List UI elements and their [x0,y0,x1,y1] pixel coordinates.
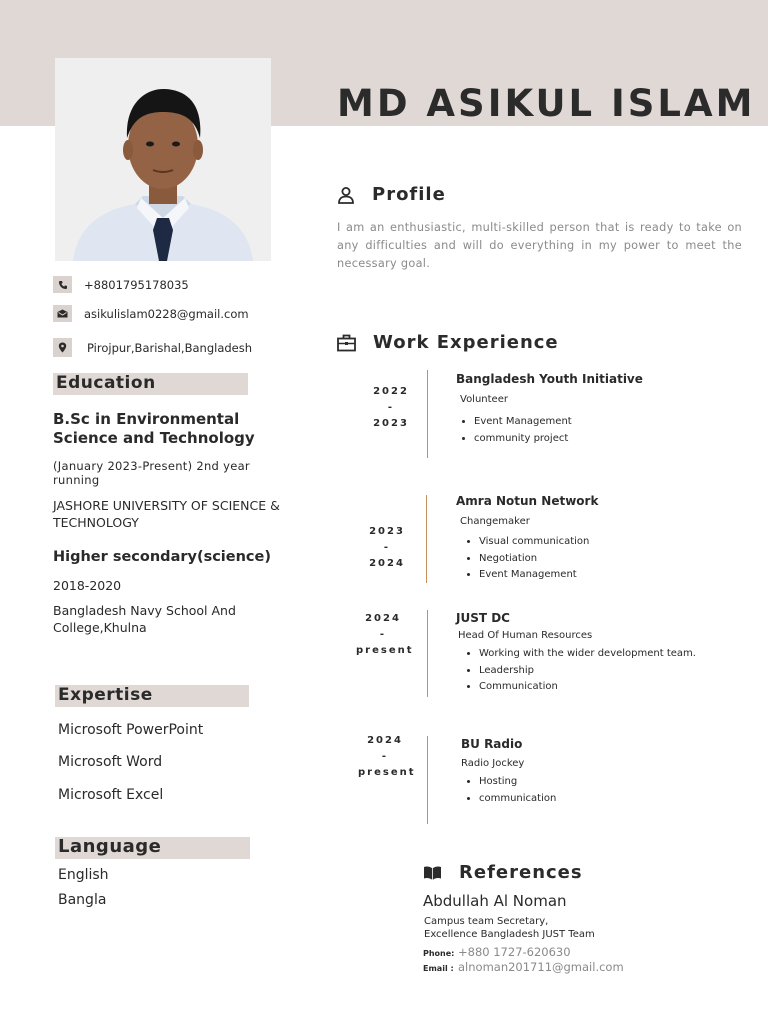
job-separator: - [387,402,395,413]
candidate-name: MD ASIKUL ISLAM [337,82,756,125]
job-start: 2023 [369,526,405,537]
education-degree: B.Sc in Environmental Science and Technology [53,410,255,447]
work-heading-label: Work Experience [373,332,559,353]
reference-phone-label: Phone: [423,949,455,958]
job-duties [461,646,696,696]
job-end: 2024 [369,558,405,569]
email-text: asikulislam0228@gmail.com [84,306,249,321]
job-organization: Bangladesh Youth Initiative [456,372,643,386]
job-role: Radio Jockey [461,758,525,769]
secondary-school: Bangladesh Navy School And College,Khulna [53,603,236,635]
job-duty: • Working with the wider development team. [479,646,696,663]
job-dates [358,733,416,781]
phone-text: +8801795178035 [84,277,189,292]
job-role: Changemaker [460,516,530,527]
profile-heading-label: Profile [372,184,446,205]
book-icon [423,865,442,881]
profile-text: I am an enthusiastic, multi-skilled person that is ready to take on any difficulties and will do everything in my power to meet the necessary goal. [337,221,742,270]
address-text: Pirojpur,Barishal,Bangladesh [87,340,253,355]
reference-phone [423,945,571,959]
job-duties [456,414,572,447]
briefcase-icon [337,334,356,352]
job-organization: JUST DC [456,611,510,625]
reference-email [423,960,624,974]
job-separator: - [383,542,391,553]
profile-heading [337,184,446,205]
job-duty: • Event Management [479,567,589,584]
job-duty: • Hosting [479,774,556,791]
education-heading: Education [53,373,248,395]
job-end: 2023 [373,418,409,429]
language-heading: Language [55,837,250,859]
job-organization: Amra Notun Network [456,494,599,508]
job-dates [364,524,410,572]
job-duties [461,774,556,807]
envelope-icon [53,305,72,322]
job-start: 2022 [373,386,409,397]
references-heading [423,862,583,883]
job-separator: - [381,751,389,762]
job-duty: • Visual communication [479,534,589,551]
expertise-item: Microsoft Word [58,754,163,770]
work-experience-heading [337,332,559,353]
secondary-title: Higher secondary(science) [53,549,271,565]
language-item: Bangla [58,892,107,908]
language-item: English [58,867,109,883]
job-start: 2024 [365,613,401,624]
job-end: present [356,645,414,656]
job-role: Volunteer [460,394,508,405]
job-dates [356,611,414,659]
timeline-line [426,495,427,583]
person-icon [337,186,355,204]
reference-email-label: Email : [423,964,454,973]
contact-address [53,338,252,357]
job-duty: • community project [474,431,572,448]
job-duties [461,534,589,584]
education-period: (January 2023-Present) 2nd year running [53,459,250,487]
job-end: present [358,767,416,778]
contact-email [53,305,249,322]
reference-name: Abdullah Al Noman [423,892,567,910]
timeline-line [427,610,428,697]
reference-role [424,915,595,941]
job-separator: - [379,629,387,640]
expertise-item: Microsoft PowerPoint [58,722,204,738]
job-duty: • Communication [479,679,696,696]
timeline-line [427,736,428,824]
phone-icon [53,276,72,293]
job-duty: • Negotiation [479,551,589,568]
job-organization: BU Radio [461,737,523,751]
job-role: Head Of Human Resources [458,630,593,641]
job-duty: • communication [479,791,556,808]
profile-photo [55,58,271,261]
job-duty: • Event Management [474,414,572,431]
timeline-line [427,370,428,458]
expertise-heading: Expertise [55,685,249,707]
location-pin-icon [53,338,72,357]
secondary-years: 2018-2020 [53,578,122,593]
job-start: 2024 [367,735,403,746]
references-heading-label: References [459,862,583,883]
education-university: JASHORE UNIVERSITY OF SCIENCE & TECHNOLOGY [53,498,280,530]
contact-phone [53,276,189,293]
job-dates [368,384,414,432]
reference-email-value: alnoman201711@gmail.com [458,960,624,974]
expertise-item: Microsoft Excel [58,787,164,803]
reference-phone-value: +880 1727-620630 [458,945,571,959]
reference-role-line: Excellence Bangladesh JUST Team [424,929,595,940]
reference-role-line: Campus team Secretary, [424,916,549,927]
job-duty: • Leadership [479,663,696,680]
